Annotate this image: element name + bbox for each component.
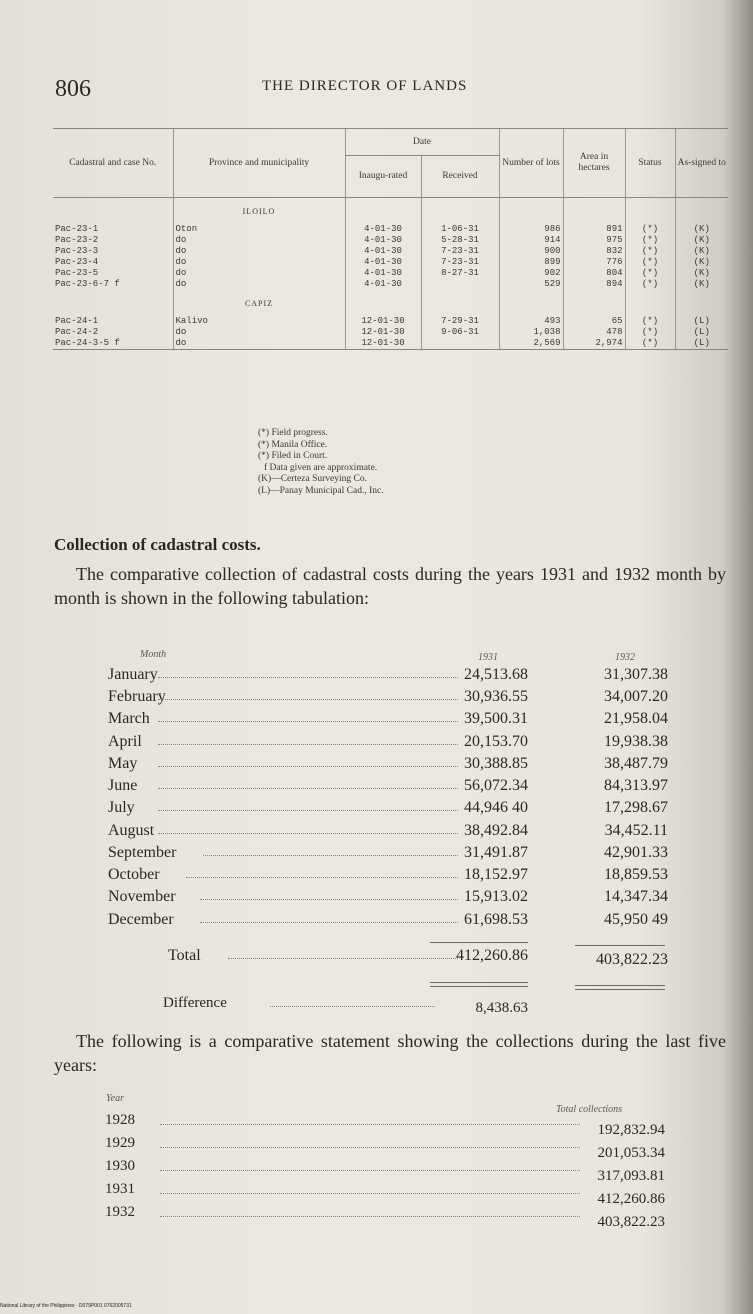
paragraph-intro: The comparative collection of cadastral costs during the years 1931 and 1932 month by month is shown in the following tabulation: <box>54 564 726 608</box>
col-header-total-collections: Total collections <box>556 1104 623 1115</box>
total-rule <box>430 942 528 943</box>
month-row: February 30,936.55 34,007.20 <box>108 688 668 705</box>
total-rule <box>575 945 665 946</box>
year-row: 1932 403,822.23 <box>105 1204 665 1230</box>
table-row: Pac-23-3 do 4-01-30 7-23-31 900 832 (*) (K) <box>53 246 728 257</box>
group-heading: CAPIZ <box>173 290 345 316</box>
col-header-year: Year <box>106 1093 124 1104</box>
col-header-lots: Number of lots <box>499 129 563 198</box>
col-header-status: Status <box>625 129 675 198</box>
footnote: f Data given are approximate. <box>264 462 378 473</box>
table-row: Pac-23-2 do 4-01-30 5-28-31 914 975 (*) (K) <box>53 235 728 246</box>
footnote: (*) Filed in Court. <box>258 451 328 461</box>
cadastral-table <box>53 128 728 350</box>
year-row: 1929 201,053.34 <box>105 1135 665 1161</box>
month-row: July 44,946 40 17,298.67 <box>108 799 668 816</box>
month-row: October 18,152.97 18,859.53 <box>108 866 668 883</box>
col-header-date: Date <box>345 129 499 156</box>
double-rule <box>430 986 528 987</box>
table-row: Pac-23-6-7 f do 4-01-30 529 894 (*) (K) <box>53 279 728 290</box>
footnote: (L)—Panay Municipal Cad., Inc. <box>258 485 384 496</box>
running-head: THE DIRECTOR OF LANDS <box>262 78 468 94</box>
double-rule <box>575 989 665 990</box>
footnotes <box>258 428 384 497</box>
group-heading: ILOILO <box>173 198 345 225</box>
col-header-month: Month <box>140 649 167 660</box>
month-row: December 61,698.53 45,950 49 <box>108 911 668 928</box>
col-header-assigned: As-signed to <box>675 129 728 198</box>
table-row: Pac-23-5 do 4-01-30 8-27-31 902 804 (*) (K) <box>53 268 728 279</box>
footnote: (K)—Certeza Surveying Co. <box>258 474 367 484</box>
difference-row: Difference 8,438.63 <box>163 995 528 1016</box>
month-row: April 20,153.70 19,938.38 <box>108 733 668 750</box>
scan-credit: National Library of the Philippines · D079P001 0762005731 <box>0 1303 132 1309</box>
month-row: November 15,913.02 14,347.34 <box>108 888 668 905</box>
year-row: 1928 192,832.94 <box>105 1112 665 1138</box>
month-row: September 31,491.87 42,901.33 <box>108 844 668 861</box>
table-row: Pac-24-2 do 12-01-30 9-06-31 1,038 478 (*) (L) <box>53 327 728 338</box>
page-number: 806 <box>55 76 91 102</box>
double-rule <box>575 985 665 986</box>
table-row: Pac-23-4 do 4-01-30 7-23-31 899 776 (*) (K) <box>53 257 728 268</box>
footnote: (*) Field progress. <box>258 428 328 438</box>
month-row: August 38,492.84 34,452.11 <box>108 822 668 839</box>
month-row: May 30,388.85 38,487.79 <box>108 755 668 772</box>
footnote: (*) Manila Office. <box>258 439 328 450</box>
col-header-1931: 1931 <box>478 652 498 663</box>
section-heading: Collection of cadastral costs. <box>54 535 261 554</box>
month-row: January 24,513.68 31,307.38 <box>108 666 668 683</box>
total-row: Total 412,260.86 403,822.23 <box>168 947 668 968</box>
year-row: 1931 412,260.86 <box>105 1181 665 1207</box>
col-header-received: Received <box>421 156 499 198</box>
table-row: Pac-24-3-5 f do 12-01-30 2,569 2,974 (*) (L) <box>53 338 728 350</box>
col-header-case: Cadastral and case No. <box>53 129 173 198</box>
month-row: June 56,072.34 84,313.97 <box>108 777 668 794</box>
table-row: Pac-23-1 Oton 4-01-30 1-06-31 986 891 (*) (K) <box>53 224 728 235</box>
month-row: March 39,500.31 21,958.04 <box>108 710 668 727</box>
col-header-1932: 1932 <box>615 652 635 663</box>
table-row: Pac-24-1 Kalivo 12-01-30 7-29-31 493 65 (*) (L) <box>53 316 728 327</box>
double-rule <box>430 982 528 983</box>
paragraph-five-years: The following is a comparative statement showing the collections during the last five years: <box>54 1031 726 1075</box>
col-header-province: Province and municipality <box>173 129 345 198</box>
col-header-inaugurated: Inaugu-rated <box>345 156 421 198</box>
year-row: 1930 317,093.81 <box>105 1158 665 1184</box>
col-header-area: Area in hectares <box>563 129 625 198</box>
